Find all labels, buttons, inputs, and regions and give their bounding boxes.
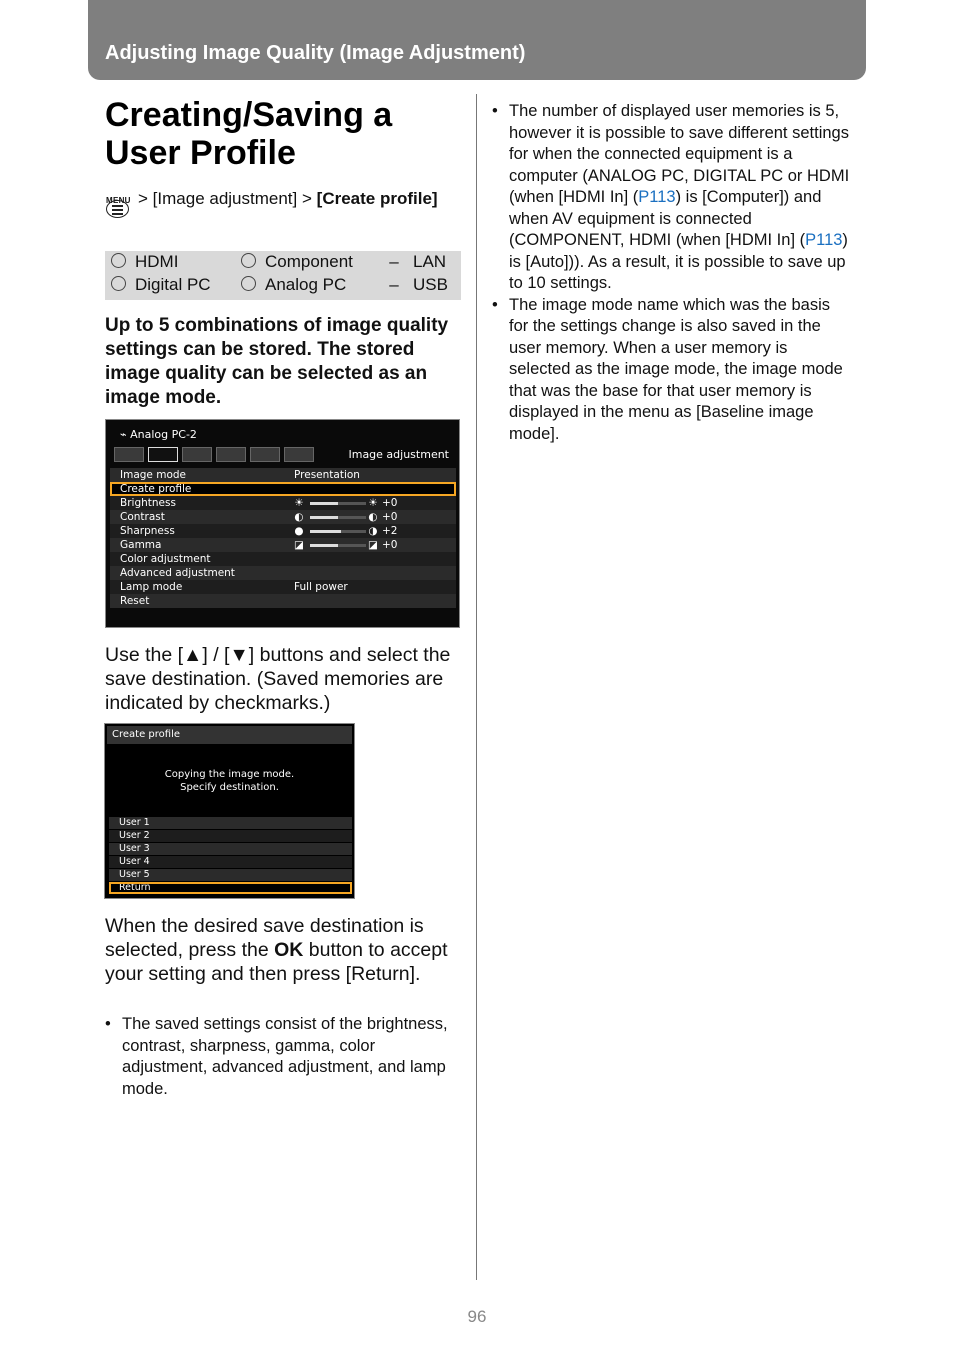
step1-text: ] / [ [202, 644, 230, 666]
row-label: Contrast [120, 511, 165, 523]
page-number: 96 [467, 1307, 487, 1326]
note-saved-settings: • The saved settings consist of the brightness, contrast, sharpness, gamma, color adjustment, advanced adjustment, and lamp mode. [105, 1014, 450, 1100]
destination-user-2: User 2 [109, 830, 352, 842]
gamma-low-icon: ◪ [294, 539, 304, 551]
tab-network-icon [250, 447, 280, 462]
note-image-mode-name: • The image mode name which was the basis for the settings change is also saved in the user memory. When a user memory is selected as the image mode, the image mode that was the base for that user memory is displayed in the menu as [Baseline image mode]. [492, 295, 852, 446]
radio-icon [111, 276, 126, 291]
ok-button-label: OK [274, 939, 304, 961]
screen-section-name: Image adjustment [348, 448, 449, 461]
menu-row-image-mode [110, 468, 456, 482]
menu-row-advanced-adjustment [110, 566, 456, 580]
note-text: ) is [Computer]) and when AV equipment is connected (COMPONENT, HDMI (when [HDMI In] ( [509, 188, 822, 249]
tab-install-icon [182, 447, 212, 462]
row-label: Color adjustment [120, 553, 211, 565]
menu-row-sharpness [110, 524, 456, 538]
step2-text: When the desired save destination is selected, press the [105, 915, 424, 961]
note-user-memories [492, 101, 852, 295]
path-separator: > [301, 189, 312, 208]
destination-user-5: User 5 [109, 869, 352, 881]
screen-input-name-text: Analog PC-2 [130, 428, 197, 441]
row-value: Presentation [294, 469, 360, 481]
menu-path-text [138, 188, 468, 210]
input-lan [389, 251, 446, 273]
dialog-title: Create profile [107, 726, 352, 744]
slider-fill [310, 516, 338, 519]
menu-row-color-adjustment [110, 552, 456, 566]
menu-row-reset [110, 594, 456, 608]
section-header [88, 0, 866, 80]
up-arrow-icon: ▲ [183, 644, 203, 666]
gamma-high-icon: ◪ [368, 539, 378, 551]
row-value: +0 [382, 511, 398, 523]
create-profile-dialog-screenshot [104, 723, 355, 899]
input-component-label: Component [265, 252, 353, 271]
down-arrow-icon: ▼ [229, 644, 249, 666]
sharpness-slider [310, 530, 366, 533]
destination-return: Return [109, 882, 352, 894]
slider-fill [310, 530, 341, 533]
tab-image-adjustment-icon [148, 447, 178, 462]
menu-row-brightness [110, 496, 456, 510]
row-label: Gamma [120, 539, 162, 551]
path-item-image-adjustment: [Image adjustment] [152, 189, 298, 208]
section-title: Adjusting Image Quality (Image Adjustment) [105, 42, 526, 64]
input-usb-label: USB [413, 275, 448, 294]
step1-text: ] buttons and select the save destination. (Saved memories are indicated by checkmarks.) [105, 644, 451, 714]
row-value: +0 [382, 539, 398, 551]
row-label: Image mode [120, 469, 186, 481]
step-select-destination [105, 643, 467, 715]
input-analog-pc-label: Analog PC [265, 275, 347, 294]
row-value: +0 [382, 497, 398, 509]
dialog-message-line2: Specify destination. [180, 782, 279, 793]
input-hdmi-label: HDMI [135, 252, 179, 271]
row-label: Sharpness [120, 525, 175, 537]
slider-fill [310, 502, 338, 505]
dash-icon: – [389, 275, 399, 294]
input-analog-pc [241, 274, 346, 296]
radio-icon [111, 253, 126, 268]
right-notes [492, 101, 852, 445]
step2-text: button to accept your setting and then press [Return]. [105, 939, 448, 985]
destination-user-3: User 3 [109, 843, 352, 855]
row-label: Lamp mode [120, 581, 183, 593]
row-value: Full power [294, 581, 348, 593]
row-value: +2 [382, 525, 398, 537]
row-label: Reset [120, 595, 150, 607]
page-link-p113[interactable]: P113 [805, 231, 843, 249]
input-usb [389, 274, 448, 296]
radio-icon [241, 253, 256, 268]
step-confirm [105, 914, 467, 986]
contrast-slider [310, 516, 366, 519]
menu-row-gamma [110, 538, 456, 552]
note-text: The number of displayed user memories is 5, however it is possible to save different settings for when the connected equipment is a computer (ANALOG PC, DIGITAL PC or HDMI (when [HDMI In] ( [509, 102, 850, 206]
input-compatibility-table [105, 251, 461, 300]
radio-icon [241, 276, 256, 291]
contrast-low-icon: ◐ [294, 511, 304, 523]
screen-input-name: ⌁ Analog PC-2 [120, 428, 197, 441]
page-title-line1: Creating/Saving a [105, 96, 393, 134]
path-item-create-profile: [Create profile] [316, 189, 438, 208]
dialog-message [105, 768, 354, 794]
lead-paragraph: Up to 5 combinations of image quality settings can be stored. The stored image quality can be selected as an image mode. [105, 315, 449, 408]
row-label: Advanced adjustment [120, 567, 235, 579]
menu-icon-label: MENU [106, 196, 131, 205]
row-label: Brightness [120, 497, 176, 509]
brightness-low-icon: ☀ [294, 497, 304, 509]
input-hdmi [111, 251, 178, 273]
input-digital-pc-label: Digital PC [135, 275, 211, 294]
slider-fill [310, 544, 338, 547]
tab-info-icon [284, 447, 314, 462]
sharpness-high-icon: ◑ [368, 525, 378, 537]
page-link-p113[interactable]: P113 [638, 188, 676, 206]
path-separator: > [138, 189, 148, 208]
menu-row-lamp-mode [110, 580, 456, 594]
menu-button-icon [105, 190, 131, 218]
contrast-high-icon: ◐ [368, 511, 378, 523]
destination-user-4: User 4 [109, 856, 352, 868]
destination-user-1: User 1 [109, 817, 352, 829]
dialog-message-line1: Copying the image mode. [164, 769, 295, 780]
tab-system-icon [216, 447, 246, 462]
brightness-slider [310, 502, 366, 505]
page-title [105, 96, 465, 172]
menu-row-contrast [110, 510, 456, 524]
left-notes [105, 1014, 450, 1100]
dash-icon: – [389, 252, 399, 271]
brightness-high-icon: ☀ [368, 497, 378, 509]
input-component [241, 251, 353, 273]
note-text: ) is [Auto])). As a result, it is possible to save up to 10 settings. [509, 231, 848, 292]
row-label: Create profile [120, 483, 192, 495]
input-digital-pc [111, 274, 211, 296]
input-lan-label: LAN [413, 252, 447, 271]
sharpness-low-icon: ● [294, 525, 304, 537]
page-title-line2: User Profile [105, 134, 296, 172]
tab-screen-icon [114, 447, 144, 462]
image-adjustment-menu-screenshot [105, 419, 460, 628]
menu-row-create-profile [110, 482, 456, 496]
column-divider [476, 94, 477, 1280]
gamma-slider [310, 544, 366, 547]
step1-text: Use the [ [105, 644, 184, 666]
menu-list-icon [106, 200, 129, 218]
